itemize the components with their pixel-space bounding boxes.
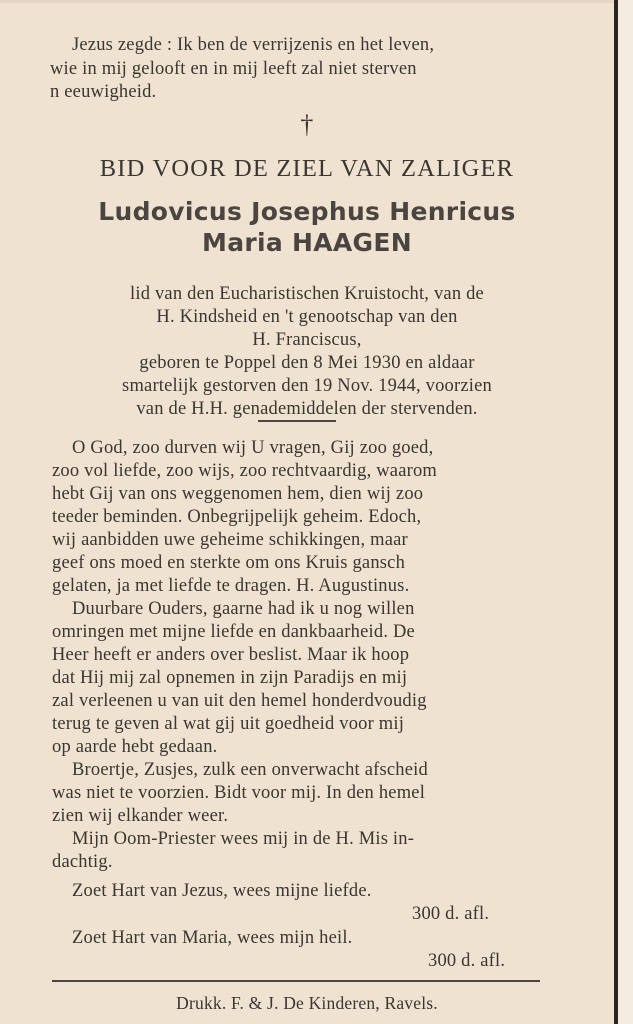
membership-line-2: H. Kindsheid en 't genootschap van den <box>156 307 458 327</box>
body-line-18: Mijn Oom-Priester wees mij in de H. Mis in- <box>72 829 415 849</box>
body-line-13: terug te geven al wat gij uit goedheid voor mij <box>52 714 405 734</box>
dates-line-2: smartelijk gestorven den 19 Nov. 1944, voorzien <box>122 376 492 396</box>
invocation-1-indulgence: 300 d. afl. <box>412 904 490 924</box>
deceased-name-line-2: Maria HAAGEN <box>202 228 412 257</box>
body-line-7: gelaten, ja met liefde te dragen. H. Augustinus. <box>52 576 410 596</box>
body-line-5: wij aanbidden uwe geheime schikkingen, maar <box>52 530 408 550</box>
deceased-name-line-1: Ludovicus Josephus Henricus <box>98 197 516 226</box>
dates-line-1: geboren te Poppel den 8 Mei 1930 en aldaar <box>139 353 475 373</box>
printer-credit: Drukk. F. & J. De Kinderen, Ravels. <box>176 993 438 1013</box>
body-line-17: zien wij elkander weer. <box>52 806 229 826</box>
body-line-12: zal verleenen u van uit den hemel honderdvoudig <box>52 691 427 711</box>
body-line-9: omringen met mijne liefde en dankbaarheid. De <box>52 622 415 642</box>
body-line-4: teeder beminden. Onbegrijpelijk geheim. Edoch, <box>52 507 422 527</box>
footer-rule <box>52 980 540 982</box>
body-line-19: dachtig. <box>52 852 113 872</box>
invocation-1-text: Zoet Hart van Jezus, wees mijne liefde. <box>72 881 372 901</box>
body-line-1: O God, zoo durven wij U vragen, Gij zoo goed, <box>72 438 434 458</box>
invocation-2-text: Zoet Hart van Maria, wees mijn heil. <box>72 928 353 948</box>
membership-line-1: lid van den Eucharistischen Kruistocht, van de <box>130 284 484 304</box>
cross-icon: † <box>300 110 314 139</box>
invocation-2-indulgence: 300 d. afl. <box>428 951 506 971</box>
body-line-16: was niet te voorzien. Bidt voor mij. In den hemel <box>52 783 426 803</box>
epigraph-line-2: wie in mij gelooft en in mij leeft zal niet sterven <box>50 59 417 79</box>
body-line-2: zoo vol liefde, zoo wijs, zoo rechtvaardig, waarom <box>52 461 438 481</box>
dates-line-3: van de H.H. genademiddelen der stervenden. <box>136 399 478 419</box>
body-line-6: geef ons moed en sterkte om ons Kruis gansch <box>52 553 406 573</box>
membership-line-3: H. Franciscus, <box>252 330 362 350</box>
body-line-15: Broertje, Zusjes, zulk een onverwacht afscheid <box>72 760 428 780</box>
card-top-edge <box>0 0 614 3</box>
body-line-14: op aarde hebt gedaan. <box>52 737 218 757</box>
body-line-11: dat Hij mij zal opnemen in zijn Paradijs en mij <box>52 668 408 688</box>
background-margin <box>618 0 633 1024</box>
separator-rule <box>258 420 336 422</box>
epigraph-line-3: n eeuwigheid. <box>50 82 157 102</box>
prayer-heading: BID VOOR DE ZIEL VAN ZALIGER <box>99 155 515 182</box>
body-line-10: Heer heeft er anders over beslist. Maar ik hoop <box>52 645 410 665</box>
body-line-8: Duurbare Ouders, gaarne had ik u nog willen <box>72 599 415 619</box>
body-line-3: hebt Gij van ons weggenomen hem, dien wij zoo <box>52 484 424 504</box>
epigraph-line-1: Jezus zegde : Ik ben de verrijzenis en het leven, <box>72 35 435 55</box>
